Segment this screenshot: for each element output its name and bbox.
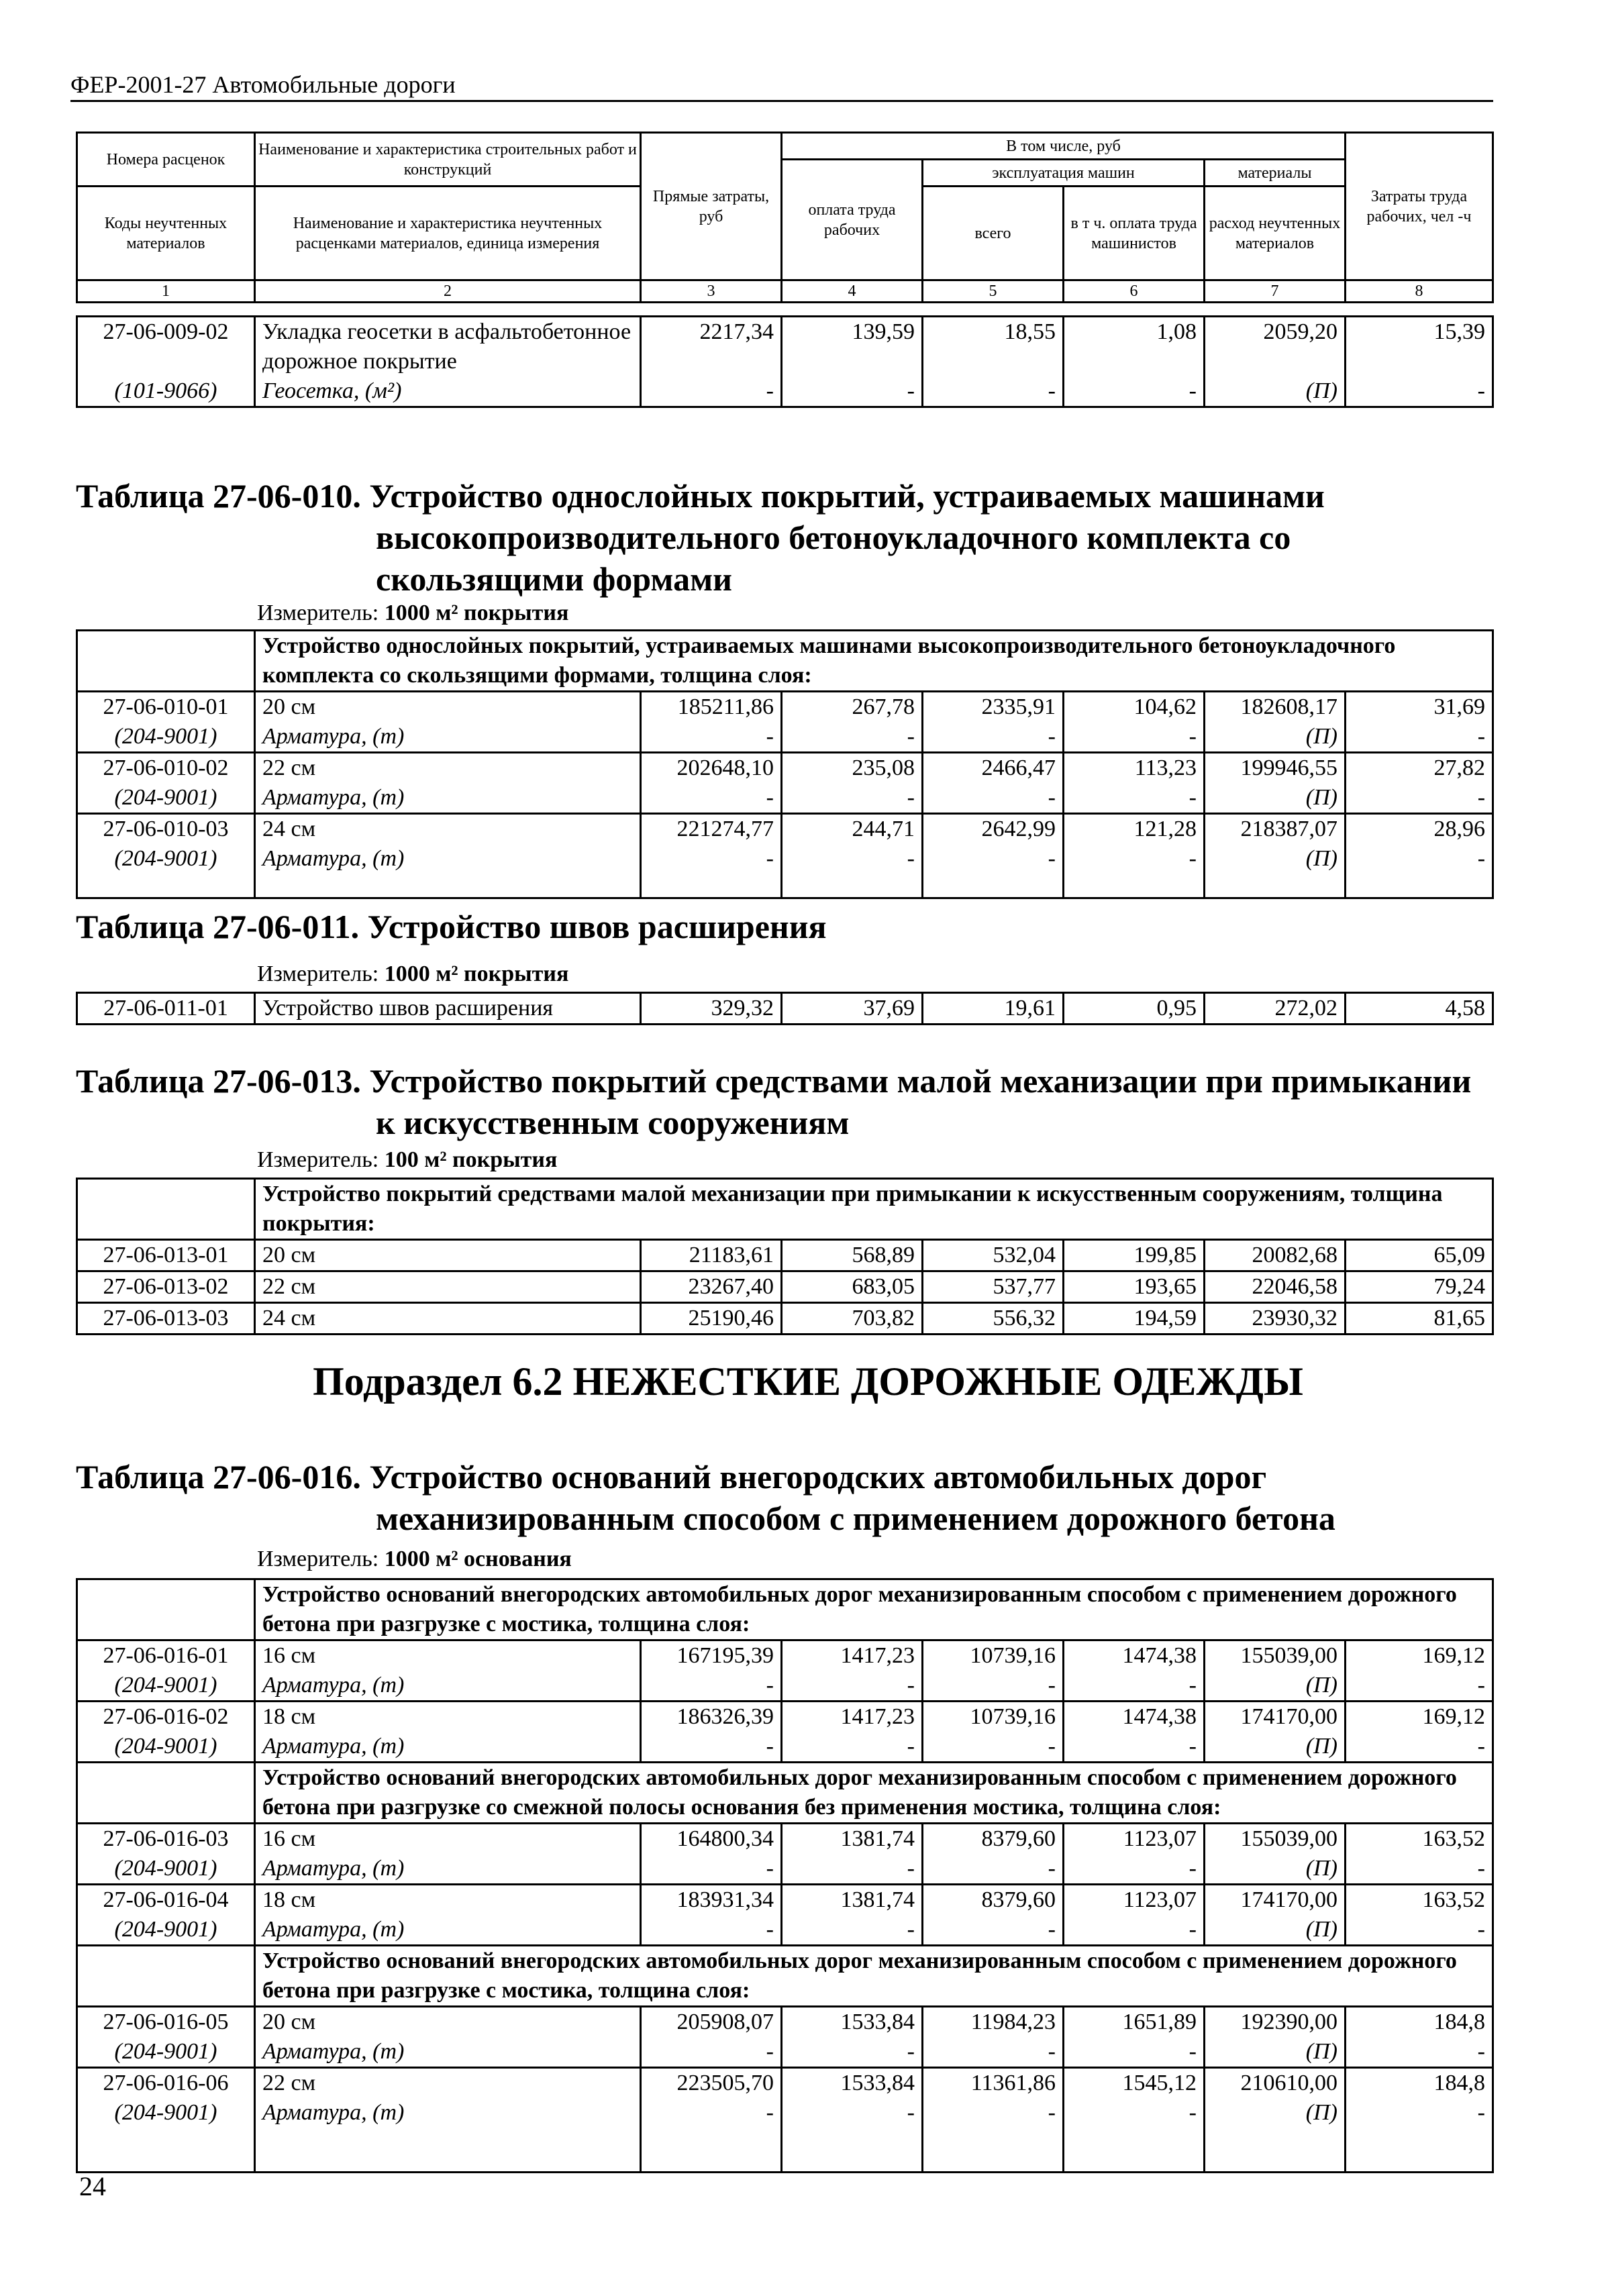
table-cell: 20082,68 xyxy=(1205,1240,1346,1271)
table-cell: - xyxy=(1064,844,1205,898)
table-row xyxy=(77,1763,1493,1824)
table-cell: - xyxy=(782,2037,923,2068)
group-caption: Устройство оснований внегородских автомобильных дорог механизированным способом с применением дорожного бетона при разгрузке со смежной полосы основания без применения мостика, толщина слоя: xyxy=(255,1763,1493,1824)
table-cell xyxy=(77,1946,255,2007)
text-segment: Измеритель: xyxy=(257,1547,385,1571)
table-cell: - xyxy=(641,2098,782,2172)
table-cell: (204-9001) xyxy=(77,2037,255,2068)
table-cell xyxy=(77,1179,255,1240)
table-row xyxy=(77,1179,1493,1240)
table-cell: 2335,91 xyxy=(923,692,1064,723)
table-cell: 0,95 xyxy=(1064,993,1205,1025)
table-cell: - xyxy=(641,1915,782,1946)
table-cell: - xyxy=(641,1671,782,1702)
table-cell: 79,24 xyxy=(1346,1271,1493,1303)
table-27-06-013 xyxy=(76,1178,1494,1335)
table-27-06-011 xyxy=(76,992,1494,1025)
table-cell: 22 см xyxy=(255,2068,641,2099)
table-row xyxy=(77,722,1493,753)
table-cell: - xyxy=(782,1732,923,1763)
text-segment: скользящими формами xyxy=(376,560,732,598)
table-cell: 532,04 xyxy=(923,1240,1064,1271)
table-cell: 11984,23 xyxy=(923,2007,1064,2038)
table-cell: - xyxy=(1346,2037,1493,2068)
table-cell: 104,62 xyxy=(1064,692,1205,723)
table-cell: (П) xyxy=(1205,2098,1346,2172)
table-cell: Арматура, (т) xyxy=(255,783,641,814)
col-number: 1 xyxy=(77,280,255,303)
text-segment: Измеритель: xyxy=(257,601,385,625)
table-cell: - xyxy=(1346,1732,1493,1763)
table-cell: - xyxy=(1346,2098,1493,2172)
header-labor-hours: Затраты труда рабочих, чел -ч xyxy=(1346,133,1493,280)
table-row xyxy=(77,1303,1493,1335)
table-cell: 221274,77 xyxy=(641,814,782,845)
table-cell: - xyxy=(923,2098,1064,2172)
table-cell: Арматура, (т) xyxy=(255,2037,641,2068)
table-row xyxy=(77,1702,1493,1732)
table-cell: - xyxy=(1346,783,1493,814)
text-segment: 100 м² покрытия xyxy=(384,1147,558,1172)
table-cell: - xyxy=(1346,1671,1493,1702)
table-cell: (204-9001) xyxy=(77,1671,255,1702)
table-cell: 27-06-013-02 xyxy=(77,1271,255,1303)
table-cell: 183931,34 xyxy=(641,1885,782,1916)
table-016-title xyxy=(76,1456,1335,1539)
table-row xyxy=(77,1579,1493,1640)
table-cell: Укладка геосетки в асфальтобетонное дорожное покрытие xyxy=(255,317,641,377)
table-cell: 244,71 xyxy=(782,814,923,845)
column-header-table xyxy=(76,132,1494,303)
table-cell: - xyxy=(1064,722,1205,753)
table-cell: 683,05 xyxy=(782,1271,923,1303)
table-cell: 1123,07 xyxy=(1064,1824,1205,1855)
table-cell: 272,02 xyxy=(1205,993,1346,1025)
table-cell: 81,65 xyxy=(1346,1303,1493,1335)
table-cell: 27-06-010-03 xyxy=(77,814,255,845)
table-cell: 199946,55 xyxy=(1205,753,1346,784)
text-segment: 1000 м² покрытия xyxy=(384,601,569,625)
table-cell: 202648,10 xyxy=(641,753,782,784)
group-caption: Устройство покрытий средствами малой механизации при примыкании к искусственным сооружениям, толщина покрытия: xyxy=(255,1179,1493,1240)
table-cell: 2642,99 xyxy=(923,814,1064,845)
table-cell: 21183,61 xyxy=(641,1240,782,1271)
table-cell: 2059,20 xyxy=(1205,317,1346,377)
header-direct-costs: Прямые затраты, руб xyxy=(641,133,782,280)
table-cell: 703,82 xyxy=(782,1303,923,1335)
table-cell: 22 см xyxy=(255,753,641,784)
table-cell: (П) xyxy=(1205,844,1346,898)
table-cell: - xyxy=(1346,722,1493,753)
table-cell: Арматура, (т) xyxy=(255,1915,641,1946)
table-cell: 1123,07 xyxy=(1064,1885,1205,1916)
table-cell: - xyxy=(1064,2037,1205,2068)
table-cell: - xyxy=(641,844,782,898)
table-cell: 8379,60 xyxy=(923,1885,1064,1916)
table-cell: 184,8 xyxy=(1346,2007,1493,2038)
group-caption: Устройство оснований внегородских автомобильных дорог механизированным способом с применением дорожного бетона при разгрузке с мостика, толщина слоя: xyxy=(255,1946,1493,2007)
table-cell: - xyxy=(641,783,782,814)
table-cell: 1381,74 xyxy=(782,1824,923,1855)
table-cell: 556,32 xyxy=(923,1303,1064,1335)
table-cell: 27-06-016-02 xyxy=(77,1702,255,1732)
table-cell: 27-06-016-03 xyxy=(77,1824,255,1855)
table-cell: 1651,89 xyxy=(1064,2007,1205,2038)
table-cell: 27-06-010-02 xyxy=(77,753,255,784)
table-cell: 1474,38 xyxy=(1064,1702,1205,1732)
table-cell: - xyxy=(923,2037,1064,2068)
table-cell: 184,8 xyxy=(1346,2068,1493,2099)
table-cell: 186326,39 xyxy=(641,1702,782,1732)
table-cell: 193,65 xyxy=(1064,1271,1205,1303)
table-cell: 182608,17 xyxy=(1205,692,1346,723)
table-cell: - xyxy=(1346,1854,1493,1885)
header-material-name: Наименование и характеристика неучтенных расценками материалов, единица измерения xyxy=(255,187,641,280)
table-cell xyxy=(77,1763,255,1824)
table-011-title: Таблица 27-06-011. Устройство швов расширения xyxy=(76,908,827,945)
table-cell: 18 см xyxy=(255,1885,641,1916)
text-segment: Таблица 27-06-016. Устройство оснований внегородских автомобильных дорог xyxy=(76,1458,1267,1496)
table-cell: 27-06-009-02 xyxy=(77,317,255,377)
table-row xyxy=(77,1885,1493,1916)
table-cell: - xyxy=(641,376,782,407)
page-number: 24 xyxy=(79,2171,106,2201)
table-row xyxy=(77,1824,1493,1855)
table-row xyxy=(77,2007,1493,2038)
table-cell: Арматура, (т) xyxy=(255,722,641,753)
table-cell: 169,12 xyxy=(1346,1702,1493,1732)
table-cell: 65,09 xyxy=(1346,1240,1493,1271)
table-row xyxy=(77,1946,1493,2007)
table-cell: (204-9001) xyxy=(77,1732,255,1763)
text-segment: 1000 м² основания xyxy=(384,1547,572,1571)
header-machine-ops: эксплуатация машин xyxy=(923,160,1205,187)
table-row xyxy=(77,2068,1493,2099)
table-cell: - xyxy=(782,376,923,407)
table-cell: 199,85 xyxy=(1064,1240,1205,1271)
table-cell: (П) xyxy=(1205,722,1346,753)
table-cell: 2217,34 xyxy=(641,317,782,377)
table-cell: Устройство швов расширения xyxy=(255,993,641,1025)
table-cell: - xyxy=(1346,1915,1493,1946)
table-cell: 22046,58 xyxy=(1205,1271,1346,1303)
col-number: 7 xyxy=(1205,280,1346,303)
table-cell: 27-06-013-03 xyxy=(77,1303,255,1335)
table-27-06-009 xyxy=(76,315,1494,408)
table-cell: 27-06-016-06 xyxy=(77,2068,255,2099)
table-row xyxy=(77,1271,1493,1303)
table-cell: - xyxy=(1064,1854,1205,1885)
table-cell: - xyxy=(1064,1915,1205,1946)
table-cell: (П) xyxy=(1205,1854,1346,1885)
table-cell: (204-9001) xyxy=(77,1915,255,1946)
table-cell: 192390,00 xyxy=(1205,2007,1346,2038)
table-cell: 194,59 xyxy=(1064,1303,1205,1335)
table-row xyxy=(77,1671,1493,1702)
table-cell: - xyxy=(923,1854,1064,1885)
table-013-measure xyxy=(257,1147,557,1173)
table-cell: 15,39 xyxy=(1346,317,1493,377)
table-cell: (П) xyxy=(1205,1915,1346,1946)
table-cell: 1417,23 xyxy=(782,1640,923,1671)
header-in-total: В том числе, руб xyxy=(782,133,1346,160)
table-cell: 163,52 xyxy=(1346,1824,1493,1855)
table-cell: 24 см xyxy=(255,814,641,845)
table-cell: 27-06-016-04 xyxy=(77,1885,255,1916)
table-cell: Арматура, (т) xyxy=(255,1732,641,1763)
table-cell: 167195,39 xyxy=(641,1640,782,1671)
table-cell: (П) xyxy=(1205,783,1346,814)
table-cell: Арматура, (т) xyxy=(255,2098,641,2172)
table-cell: 210610,00 xyxy=(1205,2068,1346,2099)
table-row xyxy=(77,1732,1493,1763)
table-row xyxy=(77,1915,1493,1946)
table-row xyxy=(77,2098,1493,2172)
page-header: ФЕР-2001-27 Автомобильные дороги xyxy=(70,70,1493,102)
table-cell: 537,77 xyxy=(923,1271,1064,1303)
table-cell: 329,32 xyxy=(641,993,782,1025)
text-segment: к искусственным сооружениям xyxy=(376,1104,850,1141)
table-cell: - xyxy=(1346,376,1493,407)
table-cell: - xyxy=(923,1671,1064,1702)
table-cell: - xyxy=(641,1854,782,1885)
table-row xyxy=(77,133,1493,160)
table-cell: Арматура, (т) xyxy=(255,1671,641,1702)
table-cell: - xyxy=(782,2098,923,2172)
table-row xyxy=(77,814,1493,845)
table-cell: 1533,84 xyxy=(782,2068,923,2099)
table-cell: 113,23 xyxy=(1064,753,1205,784)
table-row xyxy=(77,753,1493,784)
col-number: 2 xyxy=(255,280,641,303)
table-cell: - xyxy=(1064,1671,1205,1702)
table-cell: 37,69 xyxy=(782,993,923,1025)
table-cell: 11361,86 xyxy=(923,2068,1064,2099)
table-016-measure xyxy=(257,1547,572,1572)
table-cell: 25190,46 xyxy=(641,1303,782,1335)
col-number: 8 xyxy=(1346,280,1493,303)
table-cell: 4,58 xyxy=(1346,993,1493,1025)
table-cell: - xyxy=(923,844,1064,898)
text-segment: 1000 м² покрытия xyxy=(384,961,569,986)
text-segment: Измеритель: xyxy=(257,1147,385,1172)
table-cell: (204-9001) xyxy=(77,722,255,753)
header-work-name: Наименование и характеристика строительных работ и конструкций xyxy=(255,133,641,187)
table-cell: - xyxy=(641,722,782,753)
header-material-codes: Коды неучтенных материалов xyxy=(77,187,255,280)
table-cell: 10739,16 xyxy=(923,1702,1064,1732)
table-cell: - xyxy=(1064,2098,1205,2172)
group-caption: Устройство оснований внегородских автомобильных дорог механизированным способом с применением дорожного бетона при разгрузке с мостика, толщина слоя: xyxy=(255,1579,1493,1640)
table-row xyxy=(77,993,1493,1025)
header-machine-total: всего xyxy=(923,187,1064,280)
table-cell: (204-9001) xyxy=(77,1854,255,1885)
table-cell: 267,78 xyxy=(782,692,923,723)
table-cell: 24 см xyxy=(255,1303,641,1335)
table-cell: 1417,23 xyxy=(782,1702,923,1732)
col-number: 6 xyxy=(1064,280,1205,303)
table-cell: 568,89 xyxy=(782,1240,923,1271)
table-cell: 16 см xyxy=(255,1640,641,1671)
table-cell: 223505,70 xyxy=(641,2068,782,2099)
table-cell: 205908,07 xyxy=(641,2007,782,2038)
table-cell: 20 см xyxy=(255,692,641,723)
table-cell: - xyxy=(923,783,1064,814)
table-cell: - xyxy=(782,1915,923,1946)
table-cell: 28,96 xyxy=(1346,814,1493,845)
table-cell: 1474,38 xyxy=(1064,1640,1205,1671)
table-row xyxy=(77,2037,1493,2068)
table-cell: 155039,00 xyxy=(1205,1640,1346,1671)
table-cell: - xyxy=(782,1854,923,1885)
table-cell: 169,12 xyxy=(1346,1640,1493,1671)
table-cell: 23267,40 xyxy=(641,1271,782,1303)
table-010-measure xyxy=(257,601,568,626)
table-cell: Геосетка, (м²) xyxy=(255,376,641,407)
table-cell: 174170,00 xyxy=(1205,1885,1346,1916)
header-machinist-wages: в т ч. оплата труда машинистов xyxy=(1064,187,1205,280)
table-cell: (204-9001) xyxy=(77,844,255,898)
table-cell: 10739,16 xyxy=(923,1640,1064,1671)
header-materials: материалы xyxy=(1205,160,1346,187)
text-segment: механизированным способом с применением дорожного бетона xyxy=(376,1500,1335,1537)
table-cell: 155039,00 xyxy=(1205,1824,1346,1855)
table-cell: 27,82 xyxy=(1346,753,1493,784)
table-cell: (П) xyxy=(1205,1732,1346,1763)
table-cell: - xyxy=(923,722,1064,753)
table-cell: - xyxy=(641,1732,782,1763)
table-cell: (П) xyxy=(1205,1671,1346,1702)
table-cell: (101-9066) xyxy=(77,376,255,407)
table-cell: - xyxy=(782,783,923,814)
col-number: 4 xyxy=(782,280,923,303)
table-cell: - xyxy=(641,2037,782,2068)
col-number: 3 xyxy=(641,280,782,303)
table-cell: Арматура, (т) xyxy=(255,844,641,898)
table-cell: 185211,86 xyxy=(641,692,782,723)
table-row xyxy=(77,631,1493,692)
table-row xyxy=(77,1854,1493,1885)
table-cell: 8379,60 xyxy=(923,1824,1064,1855)
table-row xyxy=(77,844,1493,898)
table-row xyxy=(77,1240,1493,1271)
table-cell: 1545,12 xyxy=(1064,2068,1205,2099)
table-cell: 1381,74 xyxy=(782,1885,923,1916)
table-row xyxy=(77,317,1493,377)
table-cell: - xyxy=(782,1671,923,1702)
text-segment: Измеритель: xyxy=(257,961,385,986)
table-013-title xyxy=(76,1060,1471,1143)
table-row xyxy=(77,280,1493,303)
table-cell: 139,59 xyxy=(782,317,923,377)
table-cell: 23930,32 xyxy=(1205,1303,1346,1335)
table-cell: 27-06-013-01 xyxy=(77,1240,255,1271)
table-cell: 20 см xyxy=(255,1240,641,1271)
table-cell: Арматура, (т) xyxy=(255,1854,641,1885)
table-cell: 31,69 xyxy=(1346,692,1493,723)
header-wages: оплата труда рабочих xyxy=(782,160,923,280)
table-row xyxy=(77,1640,1493,1671)
table-cell: 218387,07 xyxy=(1205,814,1346,845)
subsection-title: Подраздел 6.2 НЕЖЕСТКИЕ ДОРОЖНЫЕ ОДЕЖДЫ xyxy=(313,1359,1303,1404)
table-cell: 2466,47 xyxy=(923,753,1064,784)
table-cell: (204-9001) xyxy=(77,783,255,814)
table-cell: 235,08 xyxy=(782,753,923,784)
table-cell: - xyxy=(782,844,923,898)
table-cell: 174170,00 xyxy=(1205,1702,1346,1732)
col-number: 5 xyxy=(923,280,1064,303)
table-cell: - xyxy=(1064,1732,1205,1763)
table-cell: 163,52 xyxy=(1346,1885,1493,1916)
table-cell: - xyxy=(923,376,1064,407)
table-cell: 1533,84 xyxy=(782,2007,923,2038)
table-cell: 27-06-016-01 xyxy=(77,1640,255,1671)
text-segment: высокопроизводительного бетоноукладочного комплекта со xyxy=(376,519,1291,556)
table-cell: 18 см xyxy=(255,1702,641,1732)
table-cell: (П) xyxy=(1205,2037,1346,2068)
table-cell: 27-06-016-05 xyxy=(77,2007,255,2038)
table-cell: 16 см xyxy=(255,1824,641,1855)
table-010-title xyxy=(76,475,1325,600)
table-27-06-016 xyxy=(76,1578,1494,2173)
table-cell xyxy=(77,1579,255,1640)
table-cell: 27-06-010-01 xyxy=(77,692,255,723)
table-cell: 20 см xyxy=(255,2007,641,2038)
text-segment: Таблица 27-06-013. Устройство покрытий средствами малой механизации при примыкании xyxy=(76,1062,1472,1100)
table-cell: 164800,34 xyxy=(641,1824,782,1855)
table-cell: - xyxy=(923,1915,1064,1946)
table-cell: 1,08 xyxy=(1064,317,1205,377)
table-row xyxy=(77,692,1493,723)
table-cell xyxy=(77,631,255,692)
header-rate-numbers: Номера расценок xyxy=(77,133,255,187)
table-cell: 19,61 xyxy=(923,993,1064,1025)
table-011-measure xyxy=(257,961,568,987)
table-cell: (П) xyxy=(1205,376,1346,407)
table-27-06-010 xyxy=(76,629,1494,899)
table-cell: - xyxy=(923,1732,1064,1763)
group-caption: Устройство однослойных покрытий, устраиваемых машинами высокопроизводительного бетоноукладочного комплекта со скользящими формами, толщина слоя: xyxy=(255,631,1493,692)
table-cell: - xyxy=(1064,376,1205,407)
table-cell: 22 см xyxy=(255,1271,641,1303)
table-cell: 18,55 xyxy=(923,317,1064,377)
table-cell: 27-06-011-01 xyxy=(77,993,255,1025)
table-row xyxy=(77,783,1493,814)
table-cell: (204-9001) xyxy=(77,2098,255,2172)
table-cell: - xyxy=(782,722,923,753)
table-row xyxy=(77,376,1493,407)
table-cell: - xyxy=(1064,783,1205,814)
text-segment: Таблица 27-06-010. Устройство однослойных покрытий, устраиваемых машинами xyxy=(76,477,1325,515)
table-cell: - xyxy=(1346,844,1493,898)
table-cell: 121,28 xyxy=(1064,814,1205,845)
header-material-use: расход неучтенных материалов xyxy=(1205,187,1346,280)
